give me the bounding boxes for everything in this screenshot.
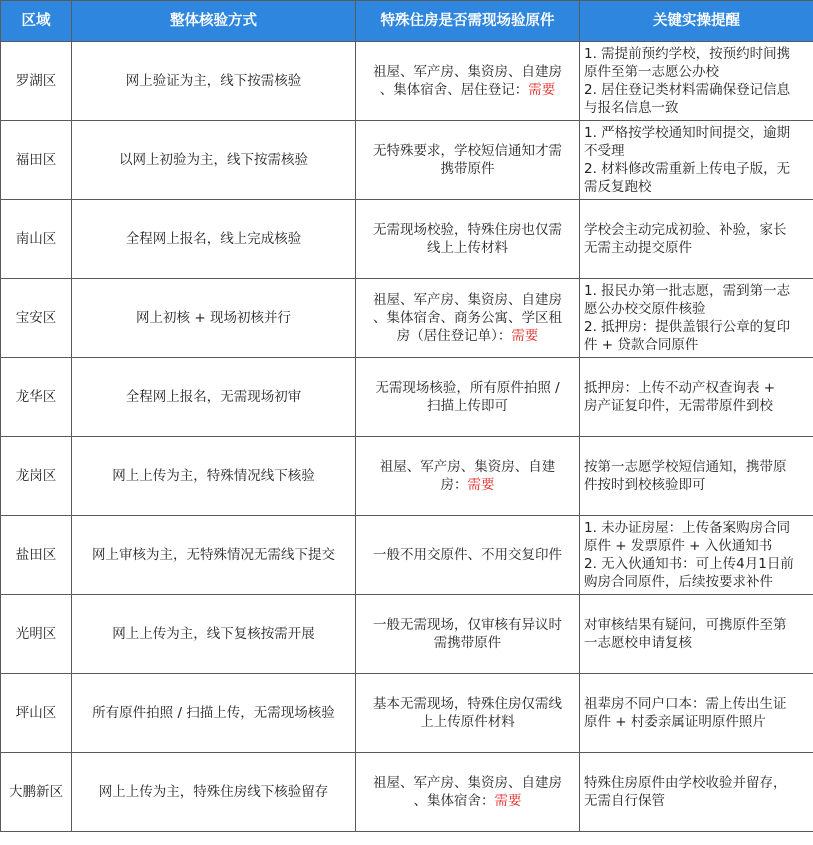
- table-row: [1, 200, 813, 279]
- tip-line: 与报名信息一致: [584, 100, 679, 116]
- tip-line: 需反复跑校: [584, 179, 652, 195]
- region-cell: 坪山区: [1, 674, 72, 753]
- original-required-cell: [356, 595, 580, 674]
- tips-cell: [580, 42, 813, 121]
- tip-line: 无需主动提交原件: [584, 240, 692, 256]
- tips-cell: [580, 674, 813, 753]
- original-line: [360, 458, 575, 476]
- tip-line: 一志愿校申请复核: [584, 635, 692, 651]
- header-row: [1, 1, 813, 42]
- original-line: [360, 792, 575, 810]
- original-line: [360, 634, 575, 652]
- original-line: [360, 713, 575, 731]
- method-cell: 所有原件拍照 / 扫描上传，无需现场核验: [72, 674, 356, 753]
- original-required-cell: [356, 437, 580, 516]
- original-line: [360, 774, 575, 792]
- tip-line: 2. 材料修改需重新上传电子版，无: [584, 161, 791, 177]
- tip-line: 件按时到校核验即可: [584, 477, 706, 493]
- required-highlight: 需要: [494, 793, 522, 809]
- table-row: [1, 42, 813, 121]
- original-line-text: 基本无需现场，特殊住房仅需线: [373, 696, 562, 712]
- required-highlight: 需要: [528, 82, 556, 98]
- tip-line: 无需自行保管: [584, 793, 665, 809]
- tip-line: 祖辈房不同户口本：需上传出生证: [584, 696, 787, 712]
- original-line: [360, 397, 575, 415]
- original-line-text: 一般无需现场，仅审核有异议时: [373, 617, 562, 633]
- tips-cell: [580, 279, 813, 358]
- original-line-text: 线上上传材料: [427, 240, 508, 256]
- original-required-cell: [356, 121, 580, 200]
- method-cell: 网上审核为主，无特殊情况无需线下提交: [72, 516, 356, 595]
- original-line: [360, 142, 575, 160]
- original-line: [360, 327, 575, 345]
- table-row: [1, 674, 813, 753]
- tip-line: 2. 居住登记类材料需确保登记信息: [584, 82, 791, 98]
- original-line: [360, 379, 575, 397]
- region-cell: 南山区: [1, 200, 72, 279]
- table-row: [1, 279, 813, 358]
- region-cell: 光明区: [1, 595, 72, 674]
- original-line: [360, 616, 575, 634]
- original-line: [360, 695, 575, 713]
- tips-cell: [580, 595, 813, 674]
- tip-line: 愿公办校交原件核验: [584, 301, 706, 317]
- original-line-text: 、集体宿舍、居住登记：: [379, 82, 529, 98]
- original-line: [360, 309, 575, 327]
- region-cell: 龙华区: [1, 358, 72, 437]
- original-required-cell: [356, 516, 580, 595]
- header-region: 区域: [1, 1, 72, 42]
- required-highlight: 需要: [511, 328, 539, 344]
- original-line-text: 房（居住登记单）：: [396, 328, 512, 344]
- method-cell: 网上上传为主，特殊住房线下核验留存: [72, 753, 356, 832]
- tip-line: 购房合同原件，后续按要求补件: [584, 574, 773, 590]
- region-cell: 大鹏新区: [1, 753, 72, 832]
- method-cell: 网上验证为主，线下按需核验: [72, 42, 356, 121]
- original-line-text: 无需现场校验，特殊住房也仅需: [373, 222, 562, 238]
- tip-line: 1. 报民办第一批志愿，需到第一志: [584, 283, 791, 299]
- tips-cell: [580, 121, 813, 200]
- table-row: [1, 516, 813, 595]
- region-cell: 福田区: [1, 121, 72, 200]
- tip-line: 件 + 贷款合同原件: [584, 337, 699, 353]
- tip-line: 抵押房：上传不动产权查询表 +: [584, 380, 776, 396]
- original-line-text: 祖屋、军产房、集资房、自建房: [373, 775, 562, 791]
- original-line-text: 需携带原件: [433, 635, 502, 651]
- tip-line: 对审核结果有疑问，可携原件至第: [584, 617, 787, 633]
- original-line-text: 携带原件: [440, 161, 495, 177]
- header-method: 整体核验方式: [72, 1, 356, 42]
- original-required-cell: [356, 358, 580, 437]
- region-cell: 龙岗区: [1, 437, 72, 516]
- tip-line: 原件至第一志愿公办校: [584, 64, 719, 80]
- table-row: [1, 595, 813, 674]
- table-row: [1, 358, 813, 437]
- tip-line: 不受理: [584, 143, 625, 159]
- table-row: [1, 121, 813, 200]
- tips-cell: [580, 753, 813, 832]
- original-required-cell: [356, 753, 580, 832]
- original-required-cell: [356, 279, 580, 358]
- tip-line: 学校会主动完成初验、补验，家长: [584, 222, 787, 238]
- header-original-required: 特殊住房是否需现场验原件: [356, 1, 580, 42]
- tip-line: 1. 需提前预约学校，按预约时间携: [584, 46, 791, 62]
- region-cell: 宝安区: [1, 279, 72, 358]
- original-line-text: 上上传原件材料: [420, 714, 515, 730]
- tip-line: 原件 + 村委亲属证明原件照片: [584, 714, 766, 730]
- method-cell: 网上上传为主，线下复核按需开展: [72, 595, 356, 674]
- original-required-cell: [356, 200, 580, 279]
- original-line-text: 祖屋、军产房、集资房、自建房: [373, 292, 562, 308]
- required-highlight: 需要: [467, 477, 495, 493]
- tip-line: 2. 无入伙通知书：可上传4月1日前: [584, 556, 794, 572]
- tip-line: 房产证复印件，无需带原件到校: [584, 398, 773, 414]
- original-line-text: 扫描上传即可: [427, 398, 508, 414]
- original-line-text: 无需现场核验，所有原件拍照 /: [375, 380, 560, 396]
- original-line-text: 房：: [440, 477, 468, 493]
- original-line: [360, 221, 575, 239]
- tip-line: 按第一志愿学校短信通知，携带原: [584, 459, 787, 475]
- original-line: [360, 160, 575, 178]
- header-tips: 关键实操提醒: [580, 1, 813, 42]
- original-line-text: 一般不用交原件、不用交复印件: [373, 547, 562, 563]
- region-cell: 盐田区: [1, 516, 72, 595]
- original-line-text: 无特殊要求，学校短信通知才需: [373, 143, 562, 159]
- tip-line: 1. 严格按学校通知时间提交，逾期: [584, 125, 791, 141]
- table-row: [1, 437, 813, 516]
- original-line: [360, 476, 575, 494]
- original-required-cell: [356, 674, 580, 753]
- tips-cell: [580, 358, 813, 437]
- original-line: [360, 81, 575, 99]
- tip-line: 原件 + 发票原件 + 入伙通知书: [584, 538, 773, 554]
- original-line-text: 祖屋、军产房、集资房、自建: [379, 459, 556, 475]
- original-line: [360, 239, 575, 257]
- original-required-cell: [356, 42, 580, 121]
- original-line-text: 、集体宿舍、商务公寓、学区租: [373, 310, 562, 326]
- tips-cell: [580, 516, 813, 595]
- method-cell: 全程网上报名，线上完成核验: [72, 200, 356, 279]
- method-cell: 网上上传为主，特殊情况线下核验: [72, 437, 356, 516]
- original-line: [360, 291, 575, 309]
- tip-line: 2. 抵押房：提供盖银行公章的复印: [584, 319, 791, 335]
- tips-cell: [580, 437, 813, 516]
- method-cell: 网上初核 + 现场初核并行: [72, 279, 356, 358]
- method-cell: 以网上初验为主，线下按需核验: [72, 121, 356, 200]
- tip-line: 1. 未办证房屋：上传备案购房合同: [584, 520, 791, 536]
- original-line-text: 祖屋、军产房、集资房、自建房: [373, 64, 562, 80]
- table-row: [1, 753, 813, 832]
- tips-cell: [580, 200, 813, 279]
- table-body: [1, 42, 813, 832]
- original-line: [360, 63, 575, 81]
- tip-line: 特殊住房原件由学校收验并留存，: [584, 775, 787, 791]
- region-cell: 罗湖区: [1, 42, 72, 121]
- original-line-text: 、集体宿舍：: [413, 793, 495, 809]
- original-line: [360, 546, 575, 564]
- method-cell: 全程网上报名，无需现场初审: [72, 358, 356, 437]
